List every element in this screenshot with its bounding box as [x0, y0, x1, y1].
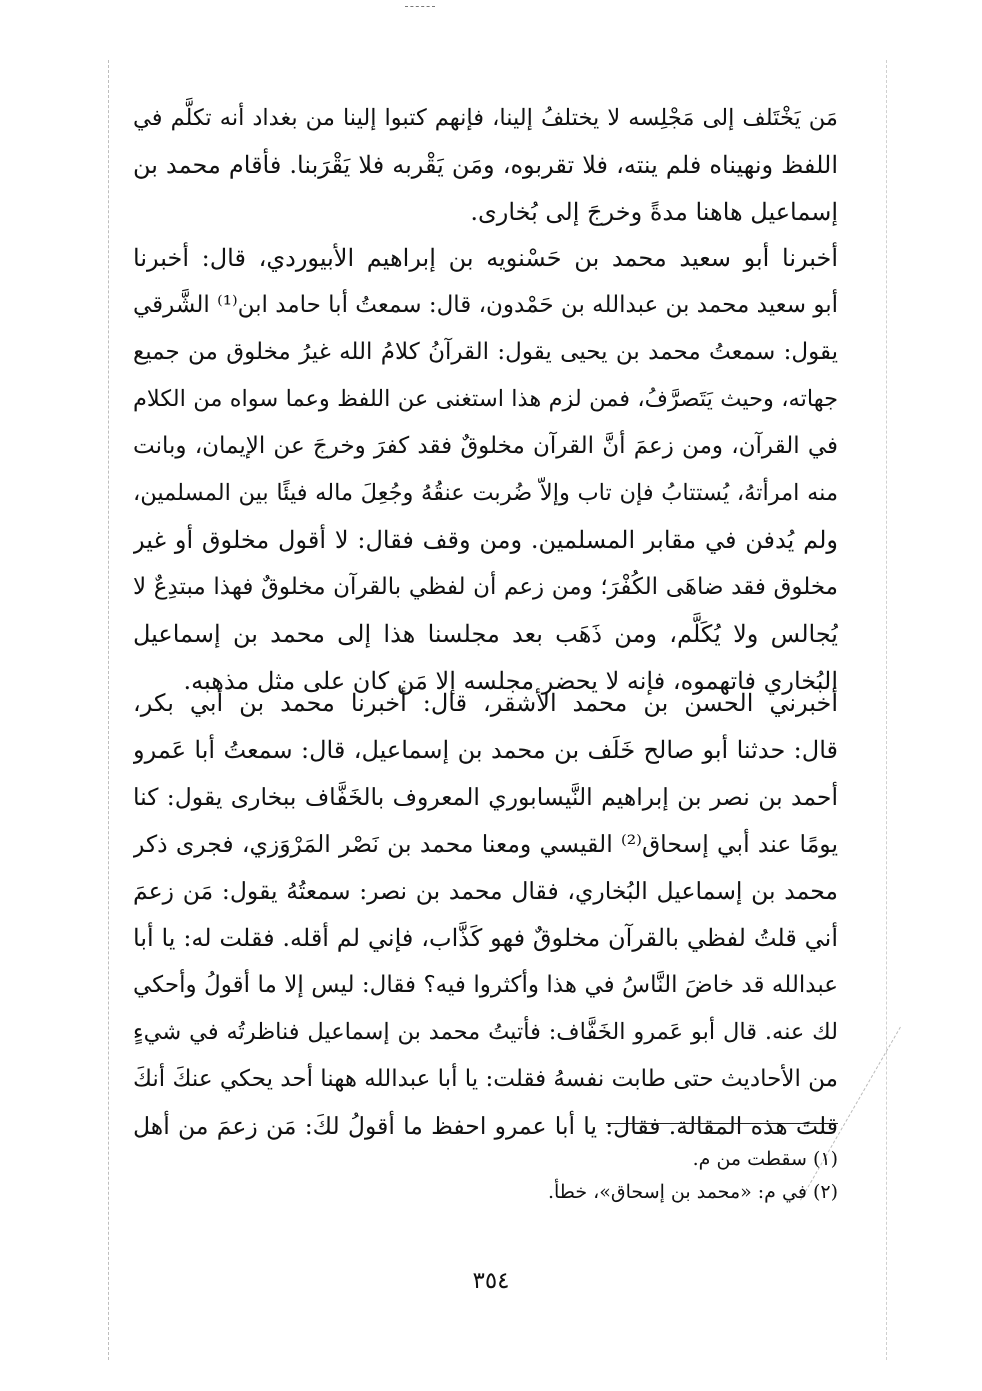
paragraph-line: ولم يُدفن في مقابر المسلمين. ومن وقف فقال: لا أقول مخلوق أو غير — [133, 526, 838, 554]
paragraph-3 — [133, 680, 838, 1150]
scan-artifact-top — [405, 0, 435, 7]
paragraph-line: جهاته، وحيث يَتَصرَّفُ، فمن لزم هذا استغنى عن اللفظ وعما سواه من الكلام — [133, 386, 838, 412]
paragraph-line: قلتَ هذه المقالة. فقال: يا أبا عمرو احفظ ما أقولُ لكَ: مَن زعمَ من أهل — [133, 1112, 838, 1140]
paragraph-line: قال: حدثنا أبو صالح خَلَف بن محمد بن إسماعيل، قال: سمعتُ أبا عَمرو — [133, 736, 838, 764]
paragraph-line: إسماعيل هاهنا مدةً وخرجَ إلى بُخارى. — [470, 198, 838, 226]
footnote-2: (٢) في م: «محمد بن إسحاق»، خطأ. — [547, 1181, 838, 1203]
paragraph-line: اللفظ ونهيناه فلم ينته، فلا تقربوه، ومَن يَقْربه فلا يَقْرَبنا. فأقام محمد بن — [133, 151, 838, 179]
paragraph-line: يُجالس ولا يُكَلَّم، ومن ذَهَب بعد مجلسنا هذا إلى محمد بن إسماعيل — [133, 620, 838, 648]
scan-artifact-right-line — [886, 60, 887, 1360]
paragraph-line: عبدالله قد خاضَ النَّاسُ في هذا وأكثروا فيه؟ فقال: ليس إلا ما أقولُ وأحكي — [133, 972, 838, 998]
paragraph-line: أخبرنا أبو سعيد محمد بن حَسْنويه بن إبراهيم الأبيوردي، قال: أخبرنا — [133, 244, 838, 272]
paragraph-1 — [133, 95, 838, 236]
paragraph-line: من الأحاديث حتى طابت نفسهُ فقلت: يا أبا عبدالله ههنا أحد يحكي عنكَ أنكَ — [133, 1066, 838, 1092]
paragraph-line: منه امرأتهُ، يُستتابُ فإن تاب وإلاّ ضُربت عنقُهُ وجُعِلَ ماله فيئًا بين المسلمين، — [133, 480, 838, 506]
paragraph-2 — [133, 235, 838, 705]
paragraph-line: أني قلتُ لفظي بالقرآن مخلوقٌ فهو كَذَّاب، فإني لم أقله. فقلت له: يا أبا — [133, 924, 838, 952]
paragraph-line: البُخاري فاتهموه، فإنه لا يحضر مجلسه إلا مَن كان على مثل مذهبه. — [183, 667, 838, 695]
scan-artifact-left-line — [108, 60, 109, 1360]
paragraph-line: يومًا عند أبي إسحاق⁽²⁾ القيسي ومعنا محمد بن نَصْر المَرْوَزي، فجرى ذكر — [133, 830, 838, 858]
paragraph-line: أخبرني الحسن بن محمد الأشقر، قال: أخبرنا محمد بن أبي بكر، — [133, 689, 838, 717]
footnotes — [133, 1143, 838, 1209]
page-number: ٣٥٤ — [472, 1268, 510, 1294]
paragraph-line: يقول: سمعتُ محمد بن يحيى يقول: القرآنُ كلامُ الله غيرُ مخلوق من جميع — [133, 339, 838, 365]
footnote-divider — [606, 1123, 838, 1124]
paragraph-line: في القرآن، ومن زعمَ أنَّ القرآن مخلوقٌ فقد كفرَ وخرجَ عن الإيمان، وبانت — [133, 433, 838, 459]
paragraph-line: أحمد بن نصر بن إبراهيم النَّيسابوري المعروف بالخَفَّاف ببخارى يقول: كنا — [133, 783, 838, 811]
paragraph-line: محمد بن إسماعيل البُخاري، فقال محمد بن نصر: سمعتُهُ يقول: مَن زعمَ — [133, 877, 838, 905]
paragraph-line: أبو سعيد محمد بن عبدالله بن حَمْدون، قال: سمعتُ أبا حامد ابن⁽¹⁾ الشَّرقي — [133, 292, 838, 318]
paragraph-line: مخلوق فقد ضاهَى الكُفْرَ؛ ومن زعم أن لفظي بالقرآن مخلوقٌ فهذا مبتدِعٌ لا — [133, 574, 838, 600]
paragraph-line: لك عنه. قال أبو عَمرو الخَفَّاف: فأتيتُ محمد بن إسماعيل فناظرتُه في شيءٍ — [133, 1019, 838, 1045]
footnote-1: (١) سقطت من م. — [692, 1148, 838, 1170]
paragraph-line: مَن يَخْتَلف إلى مَجْلِسه لا يختلفُ إلينا، فإنهم كتبوا إلينا من بغداد أنه تكلَّم في — [133, 105, 838, 131]
